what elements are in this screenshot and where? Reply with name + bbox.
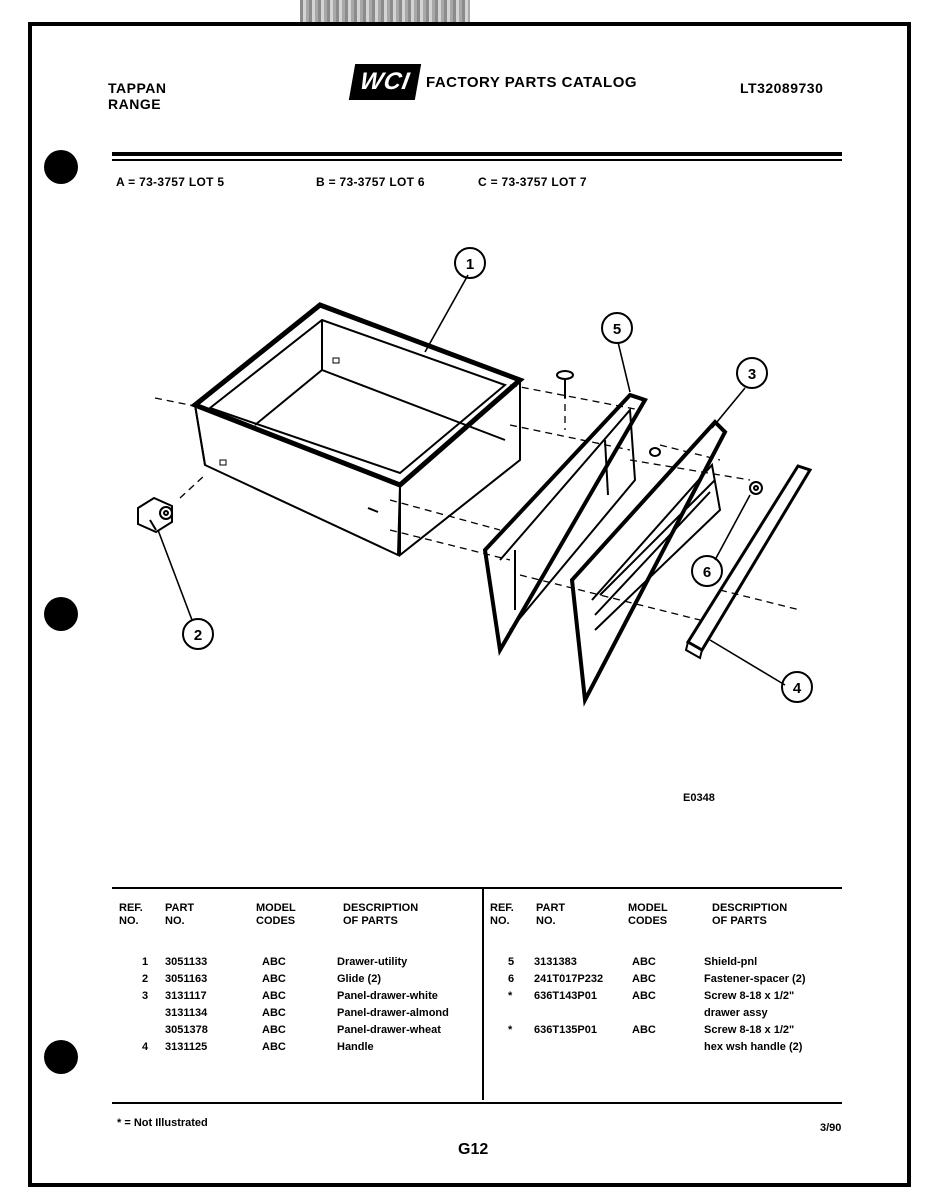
callout-3 xyxy=(737,358,767,388)
binder-hole xyxy=(44,1040,78,1074)
ref-no: 5 xyxy=(508,956,515,968)
table-row xyxy=(484,954,840,971)
model-code: ABC xyxy=(632,990,656,1002)
part-desc: hex wsh handle (2) xyxy=(704,1041,803,1053)
part-no: 3131134 xyxy=(165,1007,208,1019)
part-no: 636T143P01 xyxy=(534,990,597,1002)
table-row xyxy=(112,1039,480,1056)
part-desc: Panel-drawer-white xyxy=(337,990,438,1002)
fastener-spacer xyxy=(750,482,762,494)
callout-4-label: 4 xyxy=(792,680,802,697)
table-row xyxy=(484,988,840,1005)
handle xyxy=(686,466,810,658)
ref-no: 4 xyxy=(142,1041,149,1053)
page-number: G12 xyxy=(458,1141,489,1158)
part-no: 241T017P232 xyxy=(534,973,604,985)
ref-no: 1 xyxy=(142,956,149,968)
callout-6 xyxy=(692,556,722,586)
drawer-box xyxy=(195,305,520,555)
table-row xyxy=(484,1005,840,1022)
revision-date: 3/90 xyxy=(820,1122,842,1134)
callout-2-label: 2 xyxy=(193,627,203,644)
header-rule xyxy=(112,152,842,156)
callout-3-label: 3 xyxy=(747,366,757,383)
col-model: MODEL CODES xyxy=(256,902,296,927)
part-no: 3051163 xyxy=(165,973,208,985)
wci-logo xyxy=(349,64,421,100)
part-desc: Screw 8-18 x 1/2" xyxy=(704,1024,795,1036)
part-no: 3131117 xyxy=(165,990,207,1002)
scan-artifact xyxy=(300,0,470,22)
right-rows xyxy=(484,954,840,1056)
part-desc: Drawer-utility xyxy=(337,956,408,968)
col-desc: DESCRIPTION OF PARTS xyxy=(343,902,419,927)
part-desc: Handle xyxy=(337,1041,374,1053)
table-row xyxy=(112,971,480,988)
col-part-right: PART NO. xyxy=(536,902,566,927)
table-row xyxy=(484,971,840,988)
ref-no: 3 xyxy=(142,990,149,1002)
model-code: ABC xyxy=(632,1024,656,1036)
header-rule-thin xyxy=(112,159,842,161)
col-ref-right: REF. NO. xyxy=(490,902,514,927)
diagram-code: E0348 xyxy=(683,792,715,804)
callout-4 xyxy=(782,672,812,702)
binder-hole xyxy=(44,150,78,184)
model-code: ABC xyxy=(632,956,656,968)
brand-block xyxy=(108,80,166,112)
binder-hole xyxy=(44,597,78,631)
part-desc: Glide (2) xyxy=(337,973,382,985)
callout-6-label: 6 xyxy=(702,564,712,581)
callout-2 xyxy=(183,619,213,649)
leader-lines xyxy=(158,275,785,685)
part-desc: Screw 8-18 x 1/2" xyxy=(704,990,795,1002)
glide xyxy=(138,498,172,532)
lot-c: C = 73-3757 LOT 7 xyxy=(478,175,587,189)
part-no: 3051133 xyxy=(165,956,208,968)
shield-panel xyxy=(485,395,660,650)
model-code: ABC xyxy=(262,1024,286,1036)
footnote: * = Not Illustrated xyxy=(117,1117,208,1129)
lot-a: A = 73-3757 LOT 5 xyxy=(116,175,225,189)
logo-text: WCI xyxy=(357,68,413,95)
brand-name: TAPPAN xyxy=(108,80,167,96)
model-code: ABC xyxy=(262,956,286,968)
part-desc: Shield-pnl xyxy=(704,956,758,968)
table-row xyxy=(484,1039,840,1056)
table-row xyxy=(112,1005,480,1022)
ref-no: 2 xyxy=(142,973,149,985)
col-model-right: MODEL CODES xyxy=(628,902,668,927)
part-desc: Panel-drawer-wheat xyxy=(337,1024,441,1036)
ref-no: * xyxy=(508,1024,513,1036)
col-ref: REF. NO. xyxy=(119,902,143,927)
table-row xyxy=(484,1022,840,1039)
part-no: 3131125 xyxy=(165,1041,208,1053)
callout-1-label: 1 xyxy=(465,256,475,273)
product-type: RANGE xyxy=(108,96,162,112)
part-no: 3131383 xyxy=(534,956,577,968)
callout-5-label: 5 xyxy=(612,321,622,338)
model-code: ABC xyxy=(262,973,286,985)
table-row xyxy=(112,954,480,971)
model-code: ABC xyxy=(262,990,286,1002)
table-row xyxy=(112,988,480,1005)
col-part: PART NO. xyxy=(165,902,195,927)
col-desc-right: DESCRIPTION OF PARTS xyxy=(712,902,788,927)
part-desc: Panel-drawer-almond xyxy=(337,1007,449,1019)
model-code: ABC xyxy=(262,1007,286,1019)
part-desc: drawer assy xyxy=(704,1007,768,1019)
model-code: ABC xyxy=(632,973,656,985)
left-rows xyxy=(112,954,480,1056)
catalog-header xyxy=(352,64,637,100)
part-no: 636T135P01 xyxy=(534,1024,597,1036)
model-code: ABC xyxy=(262,1041,286,1053)
lot-b: B = 73-3757 LOT 6 xyxy=(316,175,425,189)
catalog-number: LT32089730 xyxy=(740,80,824,96)
table-row xyxy=(112,1022,480,1039)
part-desc: Fastener-spacer (2) xyxy=(704,973,806,985)
ref-no: 6 xyxy=(508,973,515,985)
callout-1 xyxy=(455,248,485,278)
catalog-title: FACTORY PARTS CATALOG xyxy=(426,73,638,91)
ref-no: * xyxy=(508,990,513,1002)
part-no: 3051378 xyxy=(165,1024,208,1036)
exploded-parts-diagram xyxy=(100,230,860,790)
callout-5 xyxy=(602,313,632,343)
